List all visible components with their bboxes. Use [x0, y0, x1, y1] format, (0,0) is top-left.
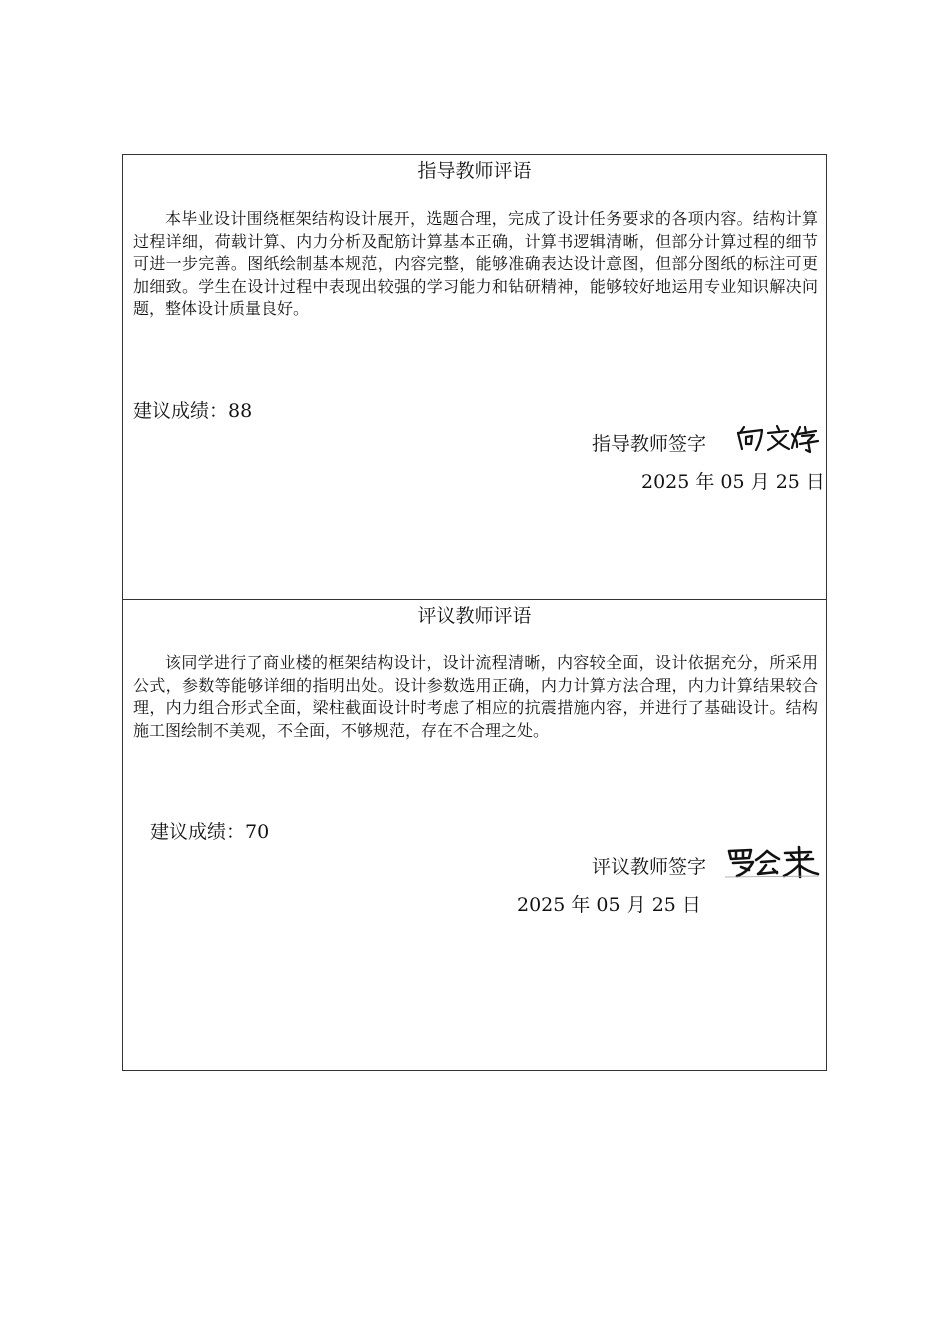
advisor-comment-section [123, 155, 826, 600]
advisor-comment-text: 本毕业设计围绕框架结构设计展开，选题合理，完成了设计任务要求的各项内容。结构计算过程详细，荷载计算、内力分析及配筋计算基本正确，计算书逻辑清晰，但部分计算过程的细节可进一步完善。图纸绘制基本规范，内容完整，能够准确表达设计意图，但部分图纸的标注可更加细致。学生在设计过程中表现出较强的学习能力和钻研精神，能够较好地运用专业知识解决问题，整体设计质量良好。 [133, 209, 818, 318]
reviewer-date: 2025 年 05 月 25 日 [517, 894, 701, 916]
comment-form-table [122, 154, 827, 1071]
reviewer-section-title: 评议教师评语 [417, 605, 532, 627]
advisor-suggested-grade: 建议成绩：88 [133, 400, 253, 422]
reviewer-comment-section [123, 600, 826, 1071]
reviewer-handwritten-signature [723, 843, 823, 879]
reviewer-signature-label: 评议教师签字 [592, 856, 707, 878]
advisor-handwritten-signature [734, 419, 822, 455]
reviewer-suggested-grade: 建议成绩：70 [150, 821, 270, 843]
reviewer-comment-text: 该同学进行了商业楼的框架结构设计，设计流程清晰，内容较全面，设计依据充分，所采用公式，参数等能够详细的指明出处。设计参数选用正确，内力计算方法合理，内力计算结果较合理，内力组合形式全面，梁柱截面设计时考虑了相应的抗震措施内容，并进行了基础设计。结构施工图绘制不美观，不全面，不够规范，存在不合理之处。 [133, 653, 818, 740]
advisor-section-title: 指导教师评语 [417, 160, 532, 182]
advisor-date: 2025 年 05 月 25 日 [641, 471, 825, 493]
advisor-signature-label: 指导教师签字 [592, 433, 707, 455]
